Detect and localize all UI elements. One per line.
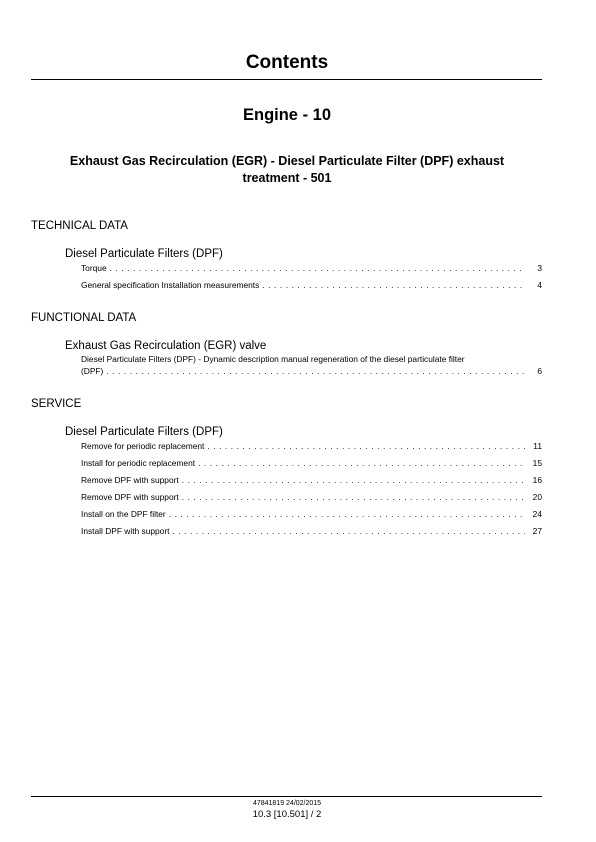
toc-entry-label: Install on the DPF filter	[81, 509, 166, 519]
dot-leader	[169, 508, 525, 520]
toc-entry-label: Torque	[81, 263, 107, 273]
dot-leader	[110, 262, 525, 274]
footer-document-id: 47841819 24/02/2015	[252, 800, 322, 807]
dot-leader	[106, 365, 525, 377]
title-divider	[31, 79, 542, 80]
footer-divider	[31, 796, 542, 797]
footer-page-reference: 10.3 [10.501] / 2	[252, 809, 322, 820]
group-heading-technical-data: TECHNICAL DATA	[31, 220, 128, 232]
toc-entry-page: 16	[532, 475, 542, 485]
topic-heading: Diesel Particulate Filters (DPF)	[65, 426, 223, 438]
toc-entry-page: 11	[533, 441, 542, 451]
toc-entry-page: 3	[537, 263, 542, 273]
toc-entry-page: 6	[537, 366, 542, 376]
group-heading-functional-data: FUNCTIONAL DATA	[31, 312, 137, 324]
toc-entry[interactable]	[81, 365, 542, 377]
topic-heading: Diesel Particulate Filters (DPF)	[65, 248, 223, 260]
toc-entry-page: 20	[532, 492, 542, 502]
toc-entry[interactable]	[81, 262, 542, 274]
toc-entry[interactable]	[81, 279, 542, 291]
chapter-title: Engine - 10	[242, 106, 332, 124]
group-heading-service: SERVICE	[31, 398, 82, 410]
toc-entry-page: 24	[532, 509, 542, 519]
toc-entry-page: 4	[537, 280, 542, 290]
toc-entry-label: General specification Installation measurements	[81, 280, 260, 290]
toc-entry[interactable]	[81, 491, 542, 503]
page-title: Contents	[245, 52, 329, 73]
toc-entry-label: Install for periodic replacement	[81, 458, 196, 468]
section-title: Exhaust Gas Recirculation (EGR) - Diesel Particulate Filter (DPF) exhaust treatment - 501	[69, 154, 505, 185]
toc-entry-label: Install DPF with support	[81, 526, 170, 536]
toc-entry[interactable]	[81, 525, 542, 537]
dot-leader	[262, 279, 525, 291]
toc-entry-page: 15	[532, 458, 542, 468]
toc-entry[interactable]	[81, 457, 542, 469]
toc-entry[interactable]	[81, 474, 542, 486]
toc-entry[interactable]	[81, 508, 542, 520]
toc-entry[interactable]	[81, 440, 542, 452]
dot-leader	[182, 474, 525, 486]
dot-leader	[198, 457, 525, 469]
toc-entry-label: (DPF)	[81, 366, 104, 376]
dot-leader	[172, 525, 525, 537]
toc-entry-line1[interactable]: Diesel Particulate Filters (DPF) - Dynamic description manual regeneration of the diesel particulate filter	[81, 354, 465, 364]
toc-entry-label: Remove DPF with support	[81, 475, 179, 485]
toc-entry-label: Remove for periodic replacement	[81, 441, 205, 451]
dot-leader	[207, 440, 525, 452]
dot-leader	[182, 491, 525, 503]
toc-entry-label: Remove DPF with support	[81, 492, 179, 502]
toc-entry-page: 27	[532, 526, 542, 536]
topic-heading: Exhaust Gas Recirculation (EGR) valve	[65, 340, 267, 352]
